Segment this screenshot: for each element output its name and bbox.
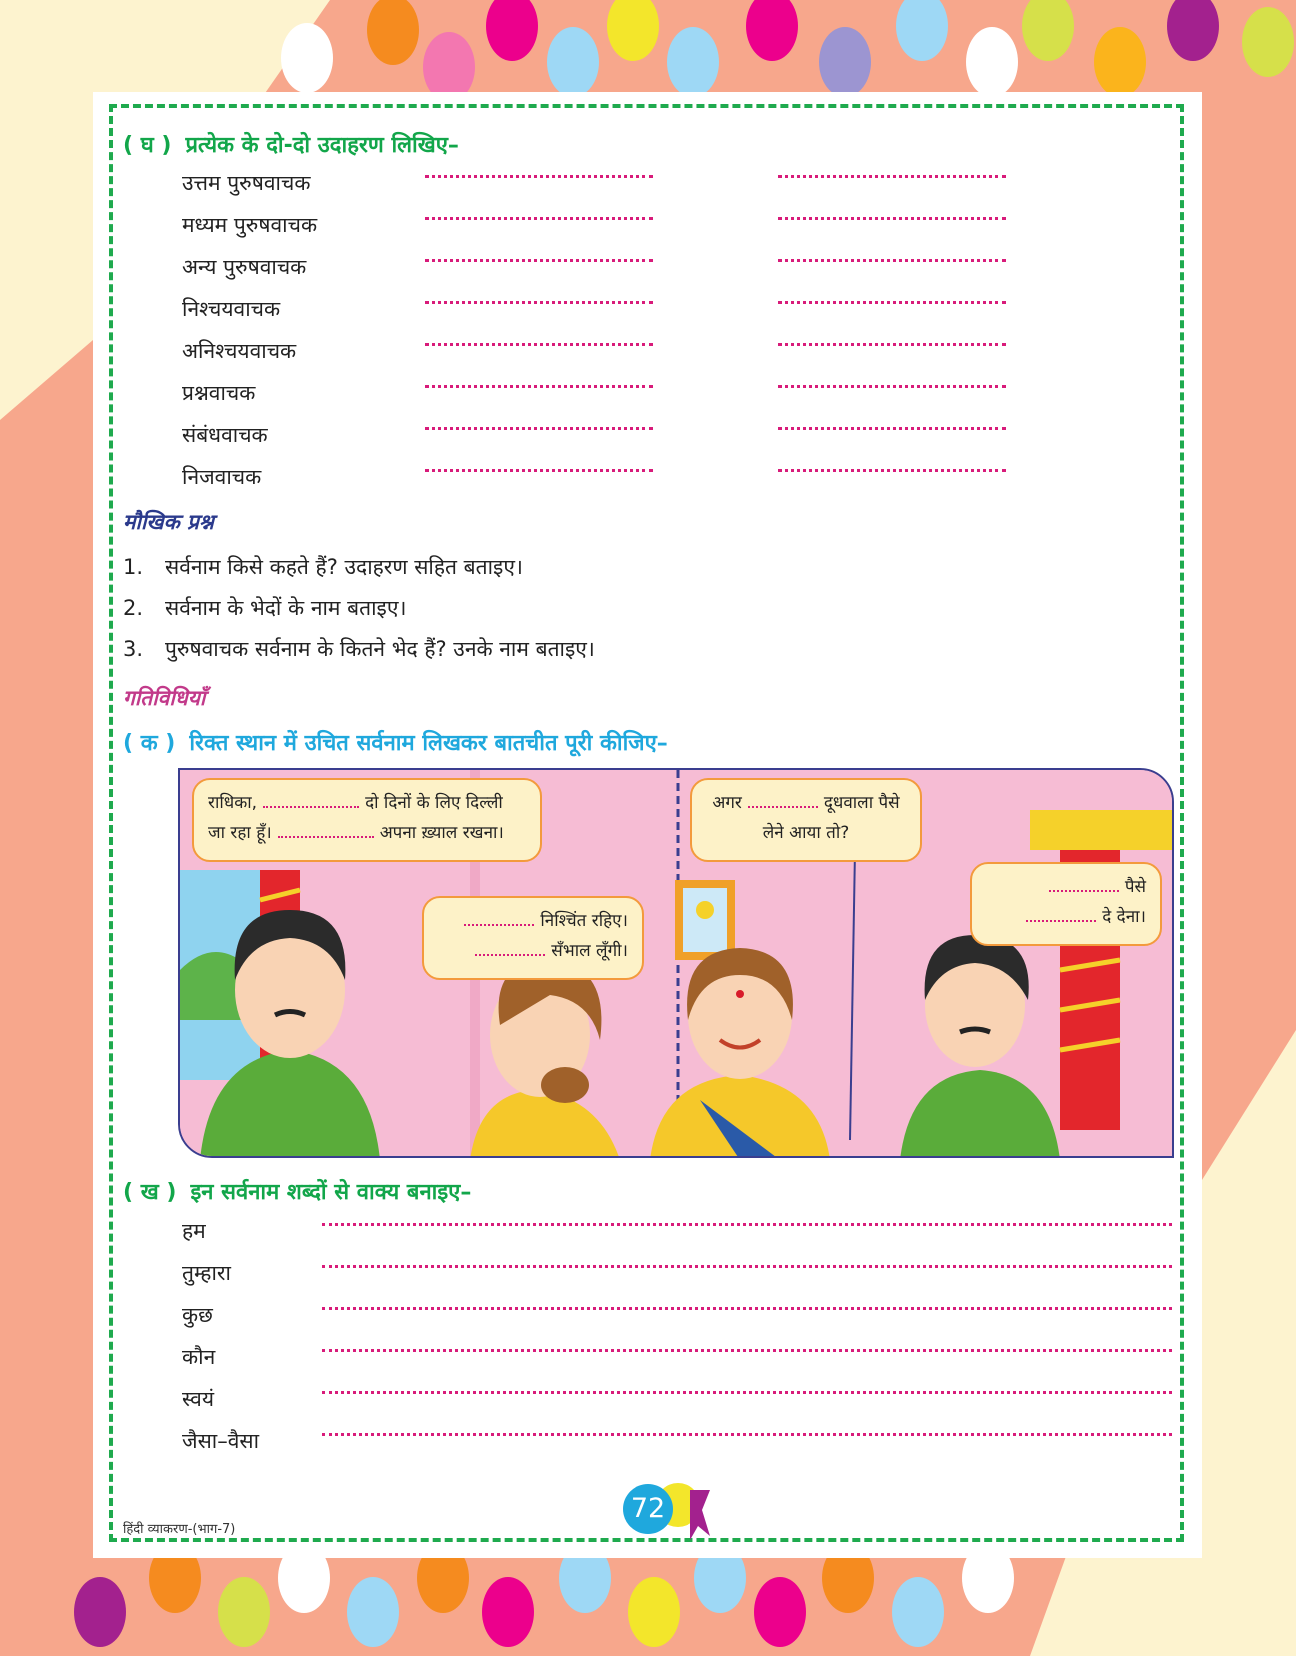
section-kha-header xyxy=(123,1176,471,1206)
speech-bubble xyxy=(690,778,922,862)
question-text: पुरुषवाचक सर्वनाम के कितने भेद हैं? उनके नाम बताइए। xyxy=(165,637,595,661)
bubble-blank[interactable] xyxy=(475,940,545,956)
bubble-blank[interactable] xyxy=(263,792,359,808)
answer-blank[interactable] xyxy=(425,427,653,430)
bubble-text: अपना ख़्याल रखना। xyxy=(379,823,504,843)
question-text: सर्वनाम किसे कहते हैं? उदाहरण सहित बताइए। xyxy=(165,555,523,579)
list-item: उत्तम पुरुषवाचक xyxy=(182,171,311,195)
list-item: अन्य पुरुषवाचक xyxy=(182,255,307,279)
question-number: 2. xyxy=(123,596,144,620)
list-item: स्वयं xyxy=(182,1387,215,1411)
answer-blank[interactable] xyxy=(778,343,1006,346)
section-gha-marker: ( घ ) xyxy=(123,133,172,158)
bubble-text: अगर xyxy=(712,793,742,813)
answer-blank[interactable] xyxy=(778,427,1006,430)
list-item: प्रश्नवाचक xyxy=(182,381,256,405)
bubble-text: जा रहा हूँ। xyxy=(208,823,272,843)
bubble-blank[interactable] xyxy=(278,822,374,838)
answer-blank[interactable] xyxy=(425,259,653,262)
list-item: निश्चयवाचक xyxy=(182,297,281,321)
bubble-text: पैसे xyxy=(1124,877,1146,897)
oral-question xyxy=(123,553,523,581)
section-kha-title: इन सर्वनाम शब्दों से वाक्य बनाइए– xyxy=(190,1180,472,1205)
answer-blank[interactable] xyxy=(778,175,1006,178)
oral-questions-heading: मौखिक प्रश्न xyxy=(123,510,214,534)
answer-blank[interactable] xyxy=(778,385,1006,388)
bubble-blank[interactable] xyxy=(748,792,818,808)
answer-blank[interactable] xyxy=(778,469,1006,472)
answer-blank[interactable] xyxy=(778,301,1006,304)
list-item: तुम्हारा xyxy=(182,1261,231,1285)
activity-ka-marker: ( क ) xyxy=(123,731,176,756)
book-title-footer: हिंदी व्याकरण-(भाग-7) xyxy=(123,1522,236,1537)
answer-blank[interactable] xyxy=(425,385,653,388)
sentence-blank[interactable] xyxy=(322,1307,1172,1310)
comic-illustration xyxy=(178,768,1174,1158)
sentence-blank[interactable] xyxy=(322,1223,1172,1226)
bubble-text: राधिका, xyxy=(208,793,258,813)
answer-blank[interactable] xyxy=(425,469,653,472)
answer-blank[interactable] xyxy=(425,301,653,304)
answer-blank[interactable] xyxy=(425,175,653,178)
bubble-text: लेने आया तो? xyxy=(762,823,850,843)
bubble-blank[interactable] xyxy=(464,910,534,926)
bubble-blank[interactable] xyxy=(1026,906,1096,922)
sentence-blank[interactable] xyxy=(322,1433,1172,1436)
list-item: हम xyxy=(182,1219,206,1243)
bubble-text: सँभाल लूँगी। xyxy=(551,941,628,961)
sentence-blank[interactable] xyxy=(322,1391,1172,1394)
speech-bubble xyxy=(422,896,644,980)
list-item: मध्यम पुरुषवाचक xyxy=(182,213,318,237)
activity-ka-title: रिक्त स्थान में उचित सर्वनाम लिखकर बातचीत पूरी कीजिए– xyxy=(189,731,668,756)
sentence-blank[interactable] xyxy=(322,1349,1172,1352)
oral-question xyxy=(123,594,406,622)
list-item: अनिश्चयवाचक xyxy=(182,339,297,363)
list-item: जैसा–वैसा xyxy=(182,1429,260,1453)
bubble-text: दे देना। xyxy=(1102,907,1146,927)
answer-blank[interactable] xyxy=(425,343,653,346)
section-gha-title: प्रत्येक के दो-दो उदाहरण लिखिए– xyxy=(185,133,459,158)
question-number: 3. xyxy=(123,637,144,661)
speech-bubble xyxy=(970,862,1162,946)
bubble-text: दूधवाला पैसे xyxy=(823,793,900,813)
list-item: निजवाचक xyxy=(182,465,262,489)
activities-heading: गतिविधियाँ xyxy=(123,686,206,710)
answer-blank[interactable] xyxy=(778,217,1006,220)
page-number: 72 xyxy=(623,1484,673,1534)
sentence-blank[interactable] xyxy=(322,1265,1172,1268)
answer-blank[interactable] xyxy=(778,259,1006,262)
answer-blank[interactable] xyxy=(425,217,653,220)
oral-question xyxy=(123,635,595,663)
list-item: कुछ xyxy=(182,1303,213,1327)
question-number: 1. xyxy=(123,555,144,579)
activity-ka-header xyxy=(123,727,668,757)
section-kha-marker: ( ख ) xyxy=(123,1180,177,1205)
bubble-text: दो दिनों के लिए दिल्ली xyxy=(365,793,503,813)
question-text: सर्वनाम के भेदों के नाम बताइए। xyxy=(165,596,407,620)
bubble-blank[interactable] xyxy=(1049,876,1119,892)
list-item: कौन xyxy=(182,1345,216,1369)
section-gha-header xyxy=(123,129,459,159)
list-item: संबंधवाचक xyxy=(182,423,268,447)
bubble-text: निश्चिंत रहिए। xyxy=(540,911,628,931)
speech-bubble xyxy=(192,778,542,862)
